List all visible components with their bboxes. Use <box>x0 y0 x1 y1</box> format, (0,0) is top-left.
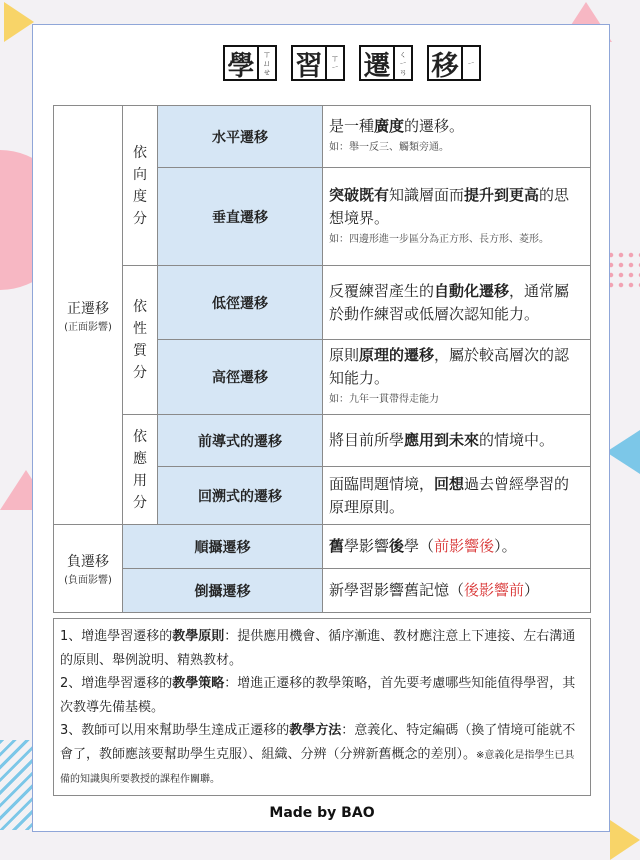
title-char-2: 習 <box>291 45 327 81</box>
negative-transfer-note: (負面影響) <box>64 575 112 586</box>
row-example: 如：舉一反三、觸類旁通。 <box>329 142 449 153</box>
desc-seg: 原則 <box>329 346 360 364</box>
positive-transfer-note: (正面影響) <box>64 321 112 333</box>
desc-red: 後影響前 <box>464 581 525 599</box>
desc-seg: ，屬於較高層次的認知能力。 <box>329 346 570 387</box>
title-ruby-2 <box>327 45 345 81</box>
ruby-glyph: ㄒ <box>331 54 339 63</box>
desc-seg-bold: 原理的遷移 <box>359 346 435 364</box>
title-ruby-3 <box>395 45 413 81</box>
desc-seg: 面臨問題情境， <box>329 474 435 493</box>
note-text: ：提供應用機會、循序漸進、教材應注意上下連接、左右溝通的原則、舉例說明、精熟教材。 <box>60 629 576 668</box>
desc-tail: ）。 <box>494 537 517 555</box>
group-label-nature <box>123 266 158 415</box>
negative-transfer-cell <box>54 525 123 613</box>
positive-transfer-label: 正遷移 <box>67 300 109 317</box>
group-label-text: 依性質分 <box>133 299 147 381</box>
ruby-glyph: ㄝ <box>263 67 271 77</box>
desc-seg: 知識層面而 <box>389 185 465 204</box>
ruby-glyph: ㄩ <box>263 58 271 68</box>
positive-transfer-cell <box>54 106 123 525</box>
desc-seg: ，通常屬於動作練習或低層次認知能力。 <box>329 281 570 323</box>
negative-transfer-label: 負遷移 <box>67 554 109 570</box>
note-item <box>60 625 584 672</box>
desc-seg-bold: 回想 <box>434 474 465 493</box>
row-example: 如：四邊形進一步區分為正方形、長方形、菱形。 <box>329 233 549 245</box>
notes-box <box>53 618 591 796</box>
desc-seg: 學影響 <box>344 537 390 555</box>
desc-red: 前影響後 <box>434 537 495 555</box>
row-desc <box>323 525 591 569</box>
ruby-glyph: ㄧ <box>467 58 475 68</box>
row-name: 水平遷移 <box>158 106 323 168</box>
title-char-4: 移 <box>427 45 463 81</box>
row-desc <box>323 266 591 340</box>
group-label-direction <box>123 106 158 266</box>
note-item <box>60 719 584 792</box>
desc-seg-bold: 提升到更高 <box>464 185 540 204</box>
note-text: 3、教師可以用來幫助學生達成正遷移的 <box>60 723 290 738</box>
desc-seg: 是一種 <box>329 117 375 135</box>
desc-seg-bold: 舊 <box>329 537 345 555</box>
note-footnote: ※意義化是指學生已具備的知識與所要教授的課程作關聯。 <box>60 749 575 785</box>
desc-seg-bold: 應用到未來 <box>404 431 480 449</box>
note-text: ：意義化、特定編碼（換了情境可能就不會了，教師應該要幫助學生克服）、組織、分辨（分辨新舊概念的差別）。 <box>60 723 576 762</box>
desc-seg: 新學習影響舊記憶（ <box>329 581 465 599</box>
desc-seg: 的思想境界。 <box>329 185 570 227</box>
desc-tail: ） <box>524 581 540 599</box>
decor-yellow-triangle <box>4 2 34 42</box>
row-desc <box>323 340 591 415</box>
note-text: 1、增進學習遷移的 <box>60 629 173 644</box>
note-bold: 教學策略 <box>172 676 225 691</box>
ruby-glyph: ㄢ <box>399 67 407 77</box>
note-bold: 教學方法 <box>289 723 342 738</box>
ruby-glyph: ㄧ <box>331 63 339 72</box>
row-name: 垂直遷移 <box>158 168 323 266</box>
row-name: 前導式的遷移 <box>158 415 323 467</box>
title-ruby-1 <box>259 45 277 81</box>
row-desc <box>323 415 591 467</box>
note-text: ：增進正遷移的教學策略，首先要考慮哪些知能值得學習，其次教導先備基模。 <box>60 676 576 715</box>
note-item <box>60 672 584 719</box>
title-ruby-4 <box>463 45 481 81</box>
desc-seg: 反覆練習產生的 <box>329 281 435 300</box>
group-label-text: 依向度分 <box>133 144 147 227</box>
group-label-application <box>123 415 158 525</box>
row-example: 如：九年一貫帶得走能力 <box>329 394 439 405</box>
ruby-glyph: ㄧ <box>399 58 407 68</box>
desc-seg-bold: 自動化遷移 <box>434 281 510 300</box>
ruby-glyph: ㄑ <box>399 49 407 59</box>
desc-seg: 的情境中。 <box>479 431 555 449</box>
decor-blue-triangle <box>606 430 640 474</box>
transfer-table <box>53 105 591 613</box>
row-name: 倒攝遷移 <box>123 569 323 613</box>
desc-seg: 將目前所學 <box>329 431 405 449</box>
note-text: 2、增進學習遷移的 <box>60 676 173 691</box>
row-desc <box>323 168 591 266</box>
group-label-text: 依應用分 <box>133 428 147 511</box>
row-desc <box>323 106 591 168</box>
desc-seg-bold: 廣度 <box>374 117 405 135</box>
row-name: 回溯式的遷移 <box>158 467 323 525</box>
desc-seg-bold: 突破既有 <box>329 185 390 204</box>
row-name: 高徑遷移 <box>158 340 323 415</box>
desc-seg: 的遷移。 <box>404 117 465 135</box>
desc-seg: 學（ <box>404 537 435 555</box>
decor-yellow-triangle-2 <box>610 820 640 860</box>
row-desc <box>323 569 591 613</box>
title-char-1: 學 <box>223 45 259 81</box>
desc-seg-bold: 後 <box>389 537 405 555</box>
desc-seg: 過去曾經學習的原理原則。 <box>329 474 570 516</box>
worksheet-card <box>32 24 610 832</box>
note-bold: 教學原則 <box>172 629 225 644</box>
ruby-glyph: ㄒ <box>263 49 271 59</box>
title-char-3: 遷 <box>359 45 395 81</box>
page-title <box>223 43 495 83</box>
footer-credit: Made by BAO <box>269 805 375 821</box>
row-name: 低徑遷移 <box>158 266 323 340</box>
row-name: 順攝遷移 <box>123 525 323 569</box>
row-desc <box>323 467 591 525</box>
